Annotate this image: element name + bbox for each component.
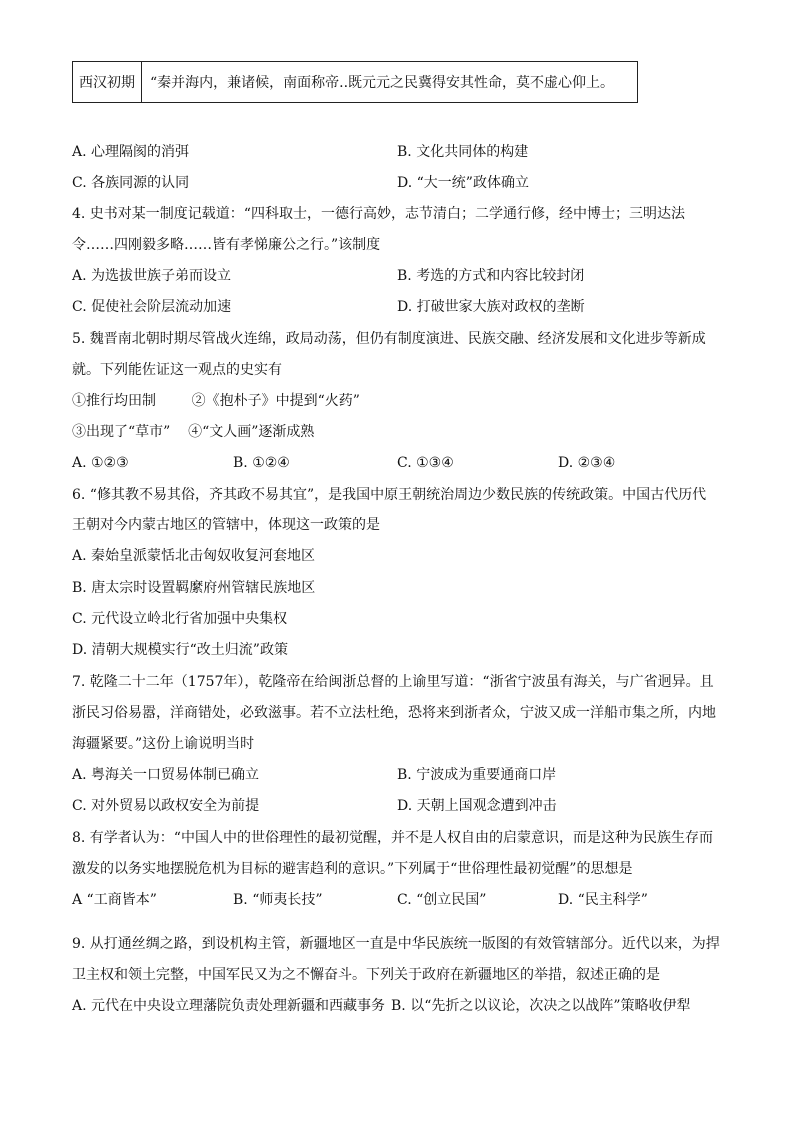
q6-option-a[interactable]: A. 秦始皇派蒙恬北击匈奴收复河套地区 <box>72 548 316 564</box>
q7-option-d[interactable]: D. 天朝上国观念遭到冲击 <box>397 798 557 814</box>
q7-stem-line1: 7. 乾隆二十二年（1757年），乾隆帝在给闽浙总督的上谕里写道：“浙省宁波虽有海关，与广省迥异。且 <box>72 674 714 690</box>
q5-items-line1: ①推行均田制 ②《抱朴子》中提到“火药” <box>72 393 360 409</box>
source-table-row <box>73 62 638 103</box>
q7-stem-line2: 浙民习俗易嚣，洋商错处，必致滋事。若不立法杜绝，恐将来到浙者众，宁波又成一洋船市集之所，内地 <box>72 705 716 721</box>
q5-stem-line1: 5. 魏晋南北朝时期尽管战火连绵，政局动荡，但仍有制度演进、民族交融、经济发展和文化进步等新成 <box>72 331 706 347</box>
q5-option-a[interactable]: A. ①②③ <box>72 455 129 471</box>
q3-option-c[interactable]: C. 各族同源的认同 <box>72 175 190 191</box>
q9-stem-line1: 9. 从打通丝绸之路，到设机构主管，新疆地区一直是中华民族统一版图的有效管辖部分。近代以来，为捍 <box>72 936 720 952</box>
q5-option-b[interactable]: B. ①②④ <box>233 455 290 471</box>
q8-option-a[interactable]: A “工商皆本” <box>72 892 157 908</box>
q5-stem-line2: 就。下列能佐证这一观点的史实有 <box>72 362 282 378</box>
q5-option-c[interactable]: C. ①③④ <box>397 455 454 471</box>
q7-option-b[interactable]: B. 宁波成为重要通商口岸 <box>397 767 557 783</box>
q8-stem-line1: 8. 有学者认为：“中国人中的世俗理性的最初觉醒，并不是人权自由的启蒙意识，而是这种为民族生存而 <box>72 830 713 846</box>
q9-option-a[interactable]: A. 元代在中央设立理藩院负责处理新疆和西藏事务 <box>72 998 386 1014</box>
q3-option-a[interactable]: A. 心理隔阂的消弭 <box>72 144 190 160</box>
q8-option-d[interactable]: D. “民主科学” <box>558 892 648 908</box>
q3-option-b[interactable]: B. 文化共同体的构建 <box>397 144 529 160</box>
q9-option-b[interactable]: B. 以“先折之以议论，次决之以战阵”策略收伊犁 <box>391 998 691 1014</box>
source-era-cell: 西汉初期 <box>73 62 142 103</box>
q6-option-c[interactable]: C. 元代设立岭北行省加强中央集权 <box>72 611 288 627</box>
q6-stem-line2: 王朝对今内蒙古地区的管辖中，体现这一政策的是 <box>72 517 380 533</box>
q7-option-c[interactable]: C. 对外贸易以政权安全为前提 <box>72 798 260 814</box>
q8-stem-line2: 激发的以务实地摆脱危机为目标的避害趋利的意识。”下列属于“世俗理性最初觉醒”的思想是 <box>72 861 633 877</box>
q9-stem-line2: 卫主权和领土完整，中国军民又为之不懈奋斗。下列关于政府在新疆地区的举措，叙述正确的是 <box>72 967 660 983</box>
source-table <box>72 61 638 103</box>
q4-option-b[interactable]: B. 考选的方式和内容比较封闭 <box>397 268 585 284</box>
q5-items-line2: ③出现了“草市” ④“文人画”逐渐成熟 <box>72 424 315 440</box>
q5-option-d[interactable]: D. ②③④ <box>558 455 616 471</box>
q4-option-a[interactable]: A. 为选拔世族子弟而设立 <box>72 268 232 284</box>
q4-stem-line1: 4. 史书对某一制度记载道：“四科取士，一德行高妙，志节清白；二学通行修，经中博士；三明达法 <box>72 206 685 222</box>
q6-option-b[interactable]: B. 唐太宗时设置羁縻府州管辖民族地区 <box>72 580 316 596</box>
q4-option-c[interactable]: C. 促使社会阶层流动加速 <box>72 299 232 315</box>
q4-stem-line2: 令……四刚毅多略……皆有孝悌廉公之行。”该制度 <box>72 237 381 253</box>
q6-stem-line1: 6. “修其教不易其俗，齐其政不易其宜”，是我国中原王朝统治周边少数民族的传统政策。中国古代历代 <box>72 487 707 503</box>
q3-option-d[interactable]: D. “大一统”政体确立 <box>397 175 529 191</box>
q7-option-a[interactable]: A. 粤海关一口贸易体制已确立 <box>72 767 260 783</box>
q8-option-b[interactable]: B. “师夷长技” <box>233 892 323 908</box>
q4-option-d[interactable]: D. 打破世家大族对政权的垄断 <box>397 299 585 315</box>
q8-option-c[interactable]: C. “创立民国” <box>397 892 487 908</box>
q6-option-d[interactable]: D. 清朝大规模实行“改土归流”政策 <box>72 642 288 658</box>
q7-stem-line3: 海疆紧要。”这份上谕说明当时 <box>72 736 255 752</box>
source-quote-cell: “秦并海内，兼诸候，南面称帝..既元元之民冀得安其性命，莫不虚心仰上。 <box>142 62 638 103</box>
